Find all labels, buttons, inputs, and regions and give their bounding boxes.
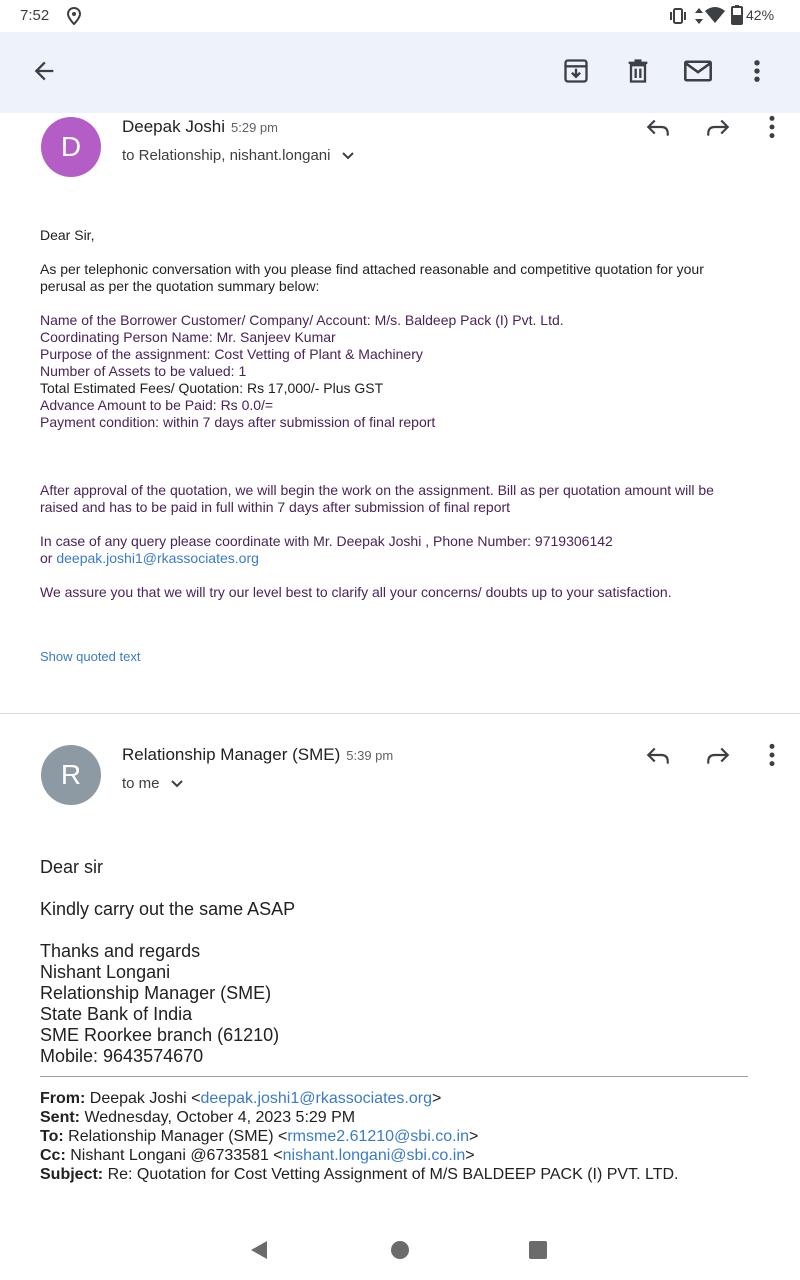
- intro-line-1: As per telephonic conversation with you please find attached reasonable and competitive quotation for your: [40, 261, 704, 277]
- sender-avatar[interactable]: D: [41, 117, 101, 177]
- to-label: To:: [40, 1128, 64, 1145]
- assurance-line: We assure you that we will try our level best to clarify all your concerns/ doubts up to your satisfaction.: [40, 584, 672, 600]
- recipients-text-2: to me: [122, 775, 160, 792]
- from-email-link[interactable]: deepak.joshi1@rkassociates.org: [200, 1090, 432, 1107]
- quoted-cc: [40, 1146, 475, 1165]
- vibrate-icon: [668, 8, 688, 24]
- nav-back-icon[interactable]: [248, 1239, 270, 1261]
- signature-name: Nishant Longani: [40, 962, 171, 982]
- more-vert-icon[interactable]: [750, 57, 764, 85]
- summary-fees: Total Estimated Fees/ Quotation: Rs 17,000/- Plus GST: [40, 380, 384, 396]
- nav-home-icon[interactable]: [389, 1239, 411, 1261]
- cc-email-link[interactable]: nishant.longani@sbi.co.in: [282, 1147, 466, 1164]
- subject-value: Re: Quotation for Cost Vetting Assignment of M/S BALDEEP PACK (I) PVT. LTD.: [103, 1166, 679, 1183]
- query-or: or: [40, 550, 57, 566]
- data-arrows-icon: [694, 7, 704, 25]
- reply-icon[interactable]: [644, 114, 672, 140]
- app-bar: [0, 32, 800, 113]
- sender-name-2[interactable]: [122, 745, 393, 765]
- battery-percentage: 42%: [746, 7, 775, 23]
- approval-line-2: raised and has to be paid in full within 7 days after submission of final report: [40, 499, 511, 515]
- summary-purpose: Purpose of the assignment: Cost Vetting of Plant & Machinery: [40, 346, 423, 362]
- show-quoted-text-link[interactable]: Show quoted text: [40, 649, 141, 664]
- summary-coordinator: Coordinating Person Name: Mr. Sanjeev Kumar: [40, 329, 336, 345]
- cc-name: Nishant Longani @6733581 <: [65, 1147, 283, 1164]
- sent-label: Sent:: [40, 1109, 80, 1126]
- reply-icon[interactable]: [644, 742, 672, 768]
- to-email-link[interactable]: rmsme2.61210@sbi.co.in: [287, 1128, 469, 1145]
- approval-line-1: After approval of the quotation, we will begin the work on the assignment. Bill as per quotation amount will be: [40, 482, 714, 498]
- battery-icon: [731, 5, 743, 25]
- sender-name[interactable]: [122, 117, 278, 137]
- recipients-text: to Relationship, nishant.longani: [122, 147, 331, 164]
- greeting: Dear Sir,: [40, 227, 95, 243]
- cc-label: Cc:: [40, 1147, 66, 1164]
- to-name: Relationship Manager (SME) <: [63, 1128, 288, 1145]
- query-line-1: In case of any query please coordinate with Mr. Deepak Joshi , Phone Number: 9719306142: [40, 533, 613, 549]
- status-time: 7:52: [20, 7, 50, 24]
- sender-name-2-text: Relationship Manager (SME): [122, 745, 341, 764]
- message-more-icon[interactable]: [765, 114, 779, 140]
- message-more-icon[interactable]: [765, 742, 779, 768]
- location-icon: [66, 7, 82, 25]
- forward-icon[interactable]: [704, 742, 732, 768]
- quoted-from: [40, 1089, 441, 1108]
- to-end: >: [469, 1128, 479, 1145]
- chevron-down-icon: [170, 779, 184, 789]
- wifi-icon: [704, 6, 726, 24]
- signature-bank: State Bank of India: [40, 1004, 193, 1024]
- from-name: Deepak Joshi <: [85, 1090, 201, 1107]
- quote-separator: [40, 1076, 748, 1077]
- summary-assets: Number of Assets to be valued: 1: [40, 363, 247, 379]
- reply-greeting: Dear sir: [40, 857, 104, 877]
- query-line-2: [40, 550, 259, 567]
- mail-icon[interactable]: [683, 57, 713, 85]
- from-end: >: [432, 1090, 442, 1107]
- reply-body: Kindly carry out the same ASAP: [40, 899, 296, 919]
- message-divider: [0, 713, 800, 714]
- nav-recents-icon[interactable]: [527, 1239, 549, 1261]
- signature-branch: SME Roorkee branch (61210): [40, 1025, 280, 1045]
- sent-value: Wednesday, October 4, 2023 5:29 PM: [80, 1109, 356, 1126]
- quoted-sent: [40, 1108, 355, 1127]
- message-time-2: 5:39 pm: [346, 748, 394, 763]
- signature-mobile: Mobile: 9643574670: [40, 1046, 204, 1066]
- summary-advance: Advance Amount to be Paid: Rs 0.0/=: [40, 397, 274, 413]
- quoted-to: [40, 1127, 478, 1146]
- subject-label: Subject:: [40, 1166, 104, 1183]
- recipients-toggle-2[interactable]: [122, 775, 184, 792]
- signature-thanks: Thanks and regards: [40, 941, 201, 961]
- intro-line-2: perusal as per the quotation summary below:: [40, 278, 320, 294]
- archive-icon[interactable]: [562, 57, 590, 85]
- sender-avatar-2[interactable]: R: [41, 745, 101, 805]
- forward-icon[interactable]: [704, 114, 732, 140]
- message-time: 5:29 pm: [231, 120, 278, 135]
- summary-payment: Payment condition: within 7 days after submission of final report: [40, 414, 436, 430]
- trash-icon[interactable]: [624, 57, 652, 85]
- from-label: From:: [40, 1090, 86, 1107]
- query-email-link[interactable]: deepak.joshi1@rkassociates.org: [56, 550, 259, 566]
- sender-name-text: Deepak Joshi: [122, 117, 226, 136]
- arrow-back-icon[interactable]: [30, 57, 58, 85]
- chevron-down-icon: [341, 151, 355, 161]
- quoted-subject: [40, 1165, 678, 1184]
- recipients-toggle[interactable]: [122, 147, 355, 164]
- summary-borrower: Name of the Borrower Customer/ Company/ Account: M/s. Baldeep Pack (I) Pvt. Ltd.: [40, 312, 564, 328]
- cc-end: >: [465, 1147, 475, 1164]
- signature-title: Relationship Manager (SME): [40, 983, 272, 1003]
